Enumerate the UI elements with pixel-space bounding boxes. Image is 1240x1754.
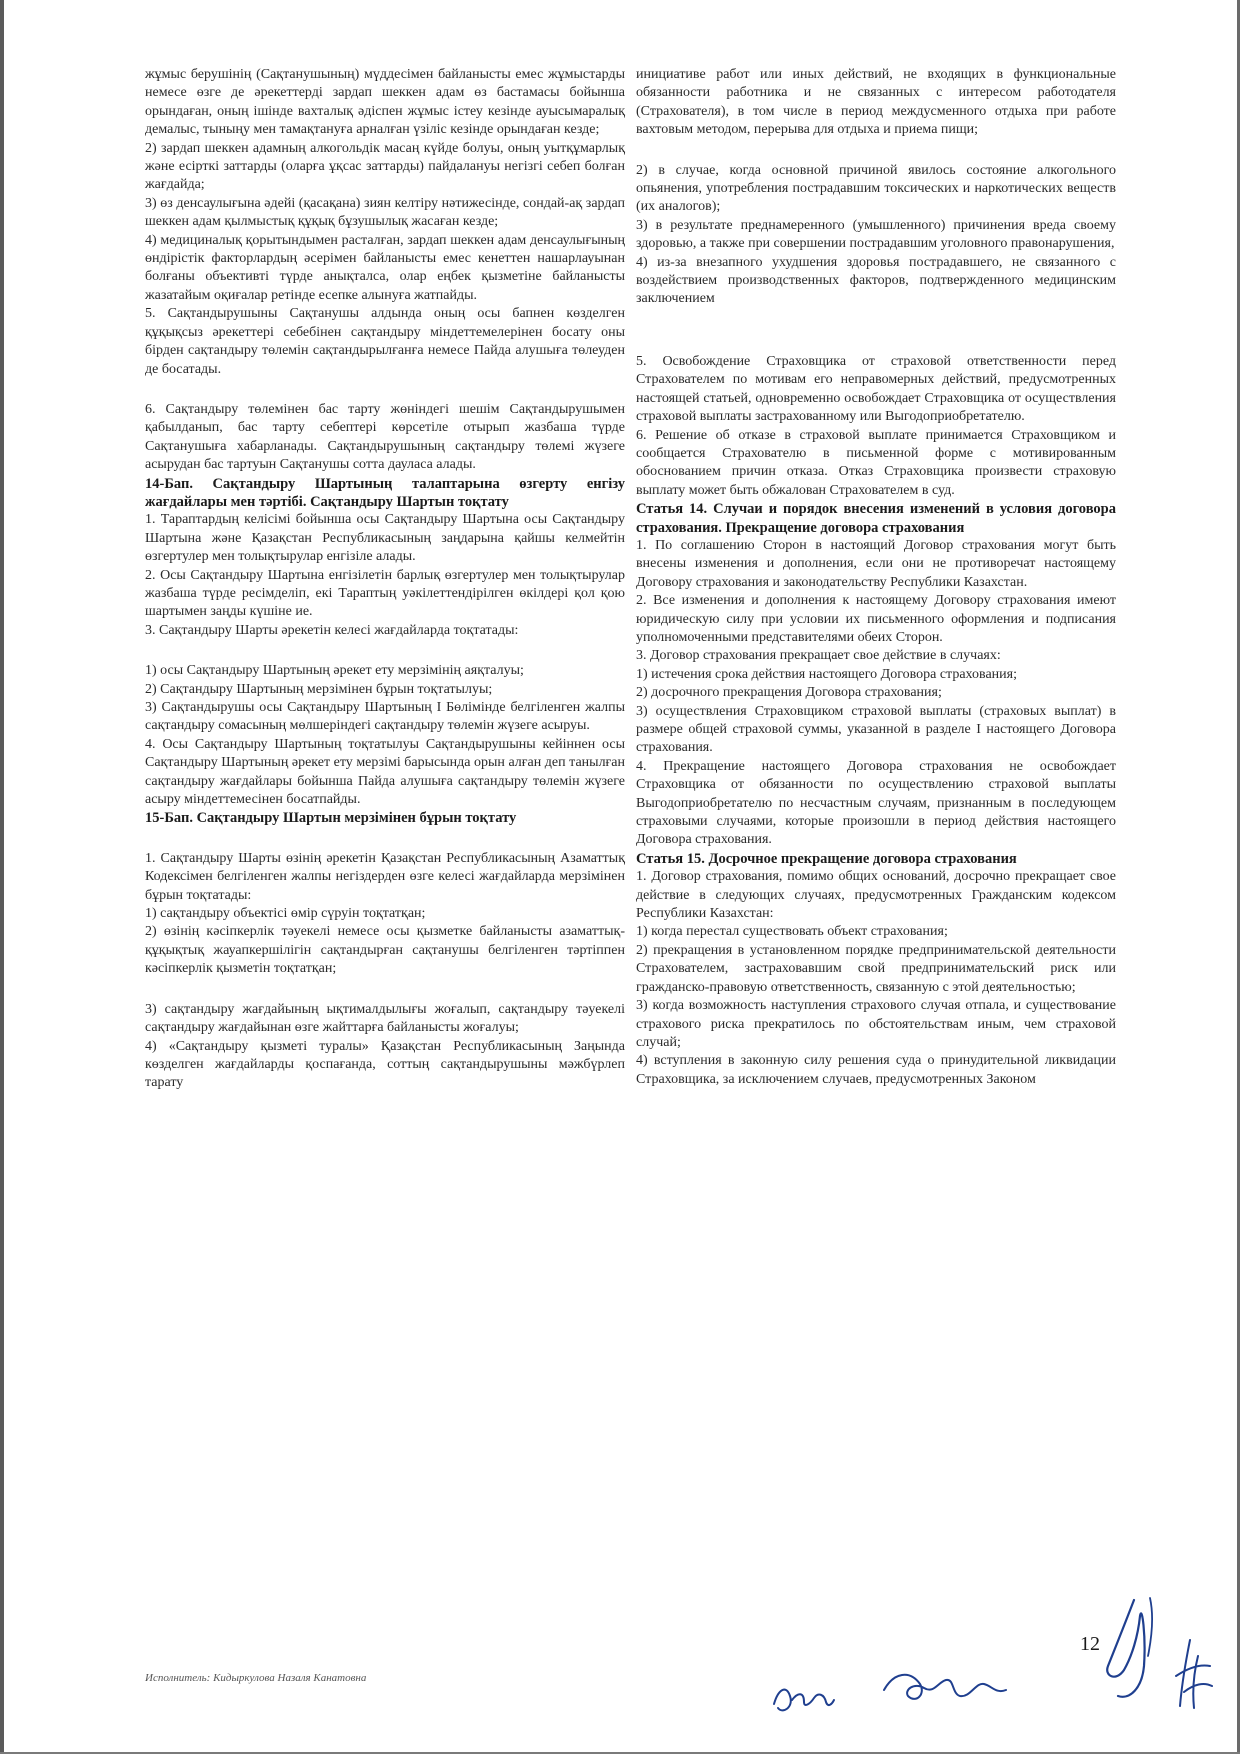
paragraph: жұмыс берушінің (Сақтанушының) мүддесімен байланысты емес жұмыстарды немесе өзге де әрекеттерді зардап шеккен адам өз бастамасы бойынша орындаған, оның ішінде вахталық әдіспен жұмыс істеу кезінде ауысымаралық демалыс, тыныңу мен тамақтануға арналған үзіліс кезінде орындаған кезде; — [145, 67, 625, 138]
paragraph: 1. Договор страхования, помимо общих оснований, досрочно прекращает свое действие в следующих случаях, предусмотренных Гражданским кодексом Республики Казахстан: — [636, 869, 1116, 922]
left-column-kazakh — [145, 66, 625, 1093]
paragraph: 2) прекращения в установленном порядке предпринимательской деятельности Страхователем, застраховавшим свой предпринимательский риск или гражданско-правовую ответственность, связанную с этой деятельностью; — [636, 942, 1116, 995]
paragraph: 1) сақтандыру объектісі өмір сүруін тоқтатқан; — [145, 906, 426, 922]
paragraph: 3) сақтандыру жағдайының ықтималдылығы жоғалып, сақтандыру тәуекелі сақтандыру жағдайынан өзге жайттарға байланысты жоғалуы; — [145, 1001, 625, 1036]
article-15-heading: Статья 15. Досрочное прекращение договора страхования — [636, 850, 1017, 867]
paragraph: 4) «Сақтандыру қызметі туралы» Қазақстан Республикасының Заңында көзделген жағдайларды қоспағанда, соттың сақтандырушыны мәжбүрлеп тарату — [145, 1038, 625, 1091]
article-14-heading: 14-Бап. Сақтандыру Шартының талаптарына өзгерту енгізу жағдайлары мен тәртібі. Сақтандыру Шартын тоқтату — [145, 475, 625, 510]
right-column-russian — [636, 66, 1116, 1089]
paragraph: 6. Сақтандыру төлемінен бас тарту жөніндегі шешім Сақтандырушымен қабылданып, бас тарту себептері көрсетіле отырып жазбаша түрде Сақтанушыға хабарланады. Сақтандырушының сақтандыру төлемі жүзеге асырудан бас тартуын Сақтанушы сотта дауласа алады. — [145, 401, 625, 473]
paragraph: 3) в результате преднамеренного (умышленного) причинения вреда своему здоровью, а также при совершении пострадавшим уголовного правонарушения, — [636, 217, 1116, 252]
paragraph: 2) в случае, когда основной причиной явилось состояние алкогольного опьянения, употребления пострадавшим токсических и наркотических веществ (их аналогов); — [636, 162, 1116, 215]
paragraph: 2) өзінің кәсіпкерлік тәуекелі немесе осы қызметке байланысты азаматтық-құқықтық жауапкершілігін сақтандырған сақтанушы белгіленген тәртіппен кәсіпкерлік қызметін тоқтатқан; — [145, 924, 625, 977]
page-number: 12 — [1080, 1633, 1100, 1655]
paragraph: 2) Сақтандыру Шартының мерзімінен бұрын тоқтатылуы; — [145, 681, 493, 697]
paragraph: 4) медициналық қорытындымен расталған, зардап шеккен адам денсаулығының өндірістік факторлардың әсерімен байланысты емес кенеттен нашарлауынан болғаны объективті түрде анықталса, олар еңбек қызметіне байланысты жазатайым оқиғалар ретінде есепке алынуға жатпайды. — [145, 232, 625, 303]
paragraph: 1) истечения срока действия настоящего Договора страхования; — [636, 666, 1017, 682]
paragraph: 4. Осы Сақтандыру Шартының тоқтатылуы Сақтандырушыны кейіннен осы Сақтандыру Шартының әрекет ету мерзімі барысында орын алған деп танылған сақтандыру жағдайлары бойынша Пайда алушыға сақтандыру төлемін жүзеге асыру міндеттемесінен босатпайды. — [145, 736, 625, 808]
executor-note: Исполнитель: Кидыркулова Назаля Канатовна — [145, 1672, 367, 1684]
paragraph: инициативе работ или иных действий, не входящих в функциональные обязанности работника и не связанных с интересом работодателя (Страхователя), в том числе в период междусменного отдыха при работе вахтовым методом, перерыва для отдыха и приема пищи; — [636, 67, 1116, 138]
paragraph: 5. Сақтандырушыны Сақтанушы алдында оның осы бапнен көзделген құқықсыз әрекеттері себебінен сақтандыру міндеттемелерінен босату оны бірден сақтандыру төлемін сақтандырылғанға немесе Пайда алушыға төлеуден де босатады. — [145, 306, 625, 377]
signature-mark-2 — [880, 1660, 1010, 1720]
paragraph: 5. Освобождение Страховщика от страховой ответственности перед Страхователем по мотивам его неправомерных действий, предусмотренных настоящей статьей, одновременно освобождает Страховщика от осуществления страховой выплаты застрахованному или Выгодоприобретателю. — [636, 353, 1116, 425]
scan-edge-left — [0, 0, 4, 1754]
signature-mark-3 — [1168, 1636, 1218, 1716]
article-14-heading: Статья 14. Случаи и порядок внесения изменений в условия договора страхования. Прекращение договора страхования — [636, 501, 1116, 536]
article-15-heading: 15-Бап. Сақтандыру Шартын мерзімінен бұрын тоқтату — [145, 810, 517, 827]
paragraph: 1. По соглашению Сторон в настоящий Договор страхования могут быть внесены изменения и дополнения, если они не противоречат настоящему Договору страхования и законодательству Республики Казахстан. — [636, 537, 1116, 590]
paragraph: 1. Тараптардың келісімі бойынша осы Сақтандыру Шартына осы Сақтандыру Шартына және Қазақстан Республикасының заңдарына қайшы келмейтін өзгертулер мен толықтырулар енгізіле алады. — [145, 512, 625, 565]
paragraph: 1. Сақтандыру Шарты өзінің әрекетін Қазақстан Республикасының Азаматтық Кодексімен белгіленген жалпы негіздерден өзге келесі жағдайларда мерзімінен бұрын тоқтатады: — [145, 850, 625, 903]
paragraph: 2) досрочного прекращения Договора страхования; — [636, 685, 942, 701]
paragraph: 6. Решение об отказе в страховой выплате принимается Страховщиком и сообщается Страхователю в письменной форме с мотивированным обоснованием причин отказа. Отказ Страховщика произвести страховую выплату может быть обжалован Страхователем в суд. — [636, 427, 1116, 498]
paragraph: 2. Все изменения и дополнения к настоящему Договору страхования имеют юридическую силу при условии их письменного оформления и подписания уполномоченными представителями обеих Сторон. — [636, 593, 1116, 645]
paragraph: 3. Сақтандыру Шарты әрекетін келесі жағдайларда тоқтатады: — [145, 622, 519, 638]
paragraph: 1) осы Сақтандыру Шартының әрекет ету мерзімінің аяқталуы; — [145, 663, 524, 679]
paragraph: 2) зардап шеккен адамның алкогольдік масаң күйде болуы, оның уытқұмарлық және есірткі заттарды (оларға ұқсас заттарды) пайдалануы негізгі себеп болған жағдайда; — [145, 140, 625, 193]
paragraph: 1) когда перестал существовать объект страхования; — [636, 924, 948, 940]
paragraph: 4) вступления в законную силу решения суда о принудительной ликвидации Страховщика, за исключением случаев, предусмотренных Законом — [636, 1053, 1116, 1087]
paragraph: 3) Сақтандырушы осы Сақтандыру Шартының I Бөлімінде белгіленген жалпы сақтандыру сомасының мөлшеріндегі сақтандыру төлемін жүзеге асыруы. — [145, 700, 625, 734]
signature-mark-1 — [768, 1674, 838, 1724]
paragraph: 4. Прекращение настоящего Договора страхования не освобождает Страховщика от обязанности по осуществлению страховой выплаты Выгодоприобретателю по несчастным случаям, признанным в последующем страховыми случаями, которые произошли в период действия настоящего Договора страхования. — [636, 758, 1116, 848]
paragraph: 3) осуществления Страховщиком страховой выплаты (страховых выплат) в размере общей страховой суммы, указанной в разделе I настоящего Договора страхования. — [636, 703, 1116, 756]
signature-mark-main — [1094, 1596, 1174, 1706]
paragraph: 2. Осы Сақтандыру Шартына енгізілетін барлық өзгертулер мен толықтырулар жазбаша түрде ресімделіп, екі Тараптың уәкілеттендірілген өкілдері қол қою шартымен заңды күшіне ие. — [145, 567, 625, 620]
paragraph: 4) из-за внезапного ухудшения здоровья пострадавшего, не связанного с воздействием производственных факторов, подтвержденного медицинским заключением — [636, 254, 1116, 307]
paragraph: 3. Договор страхования прекращает свое действие в случаях: — [636, 648, 1001, 664]
paragraph: 3) өз денсаулығына әдейі (қасақана) зиян келтіру нәтижесінде, сондай-ақ зардап шеккен адам қылмыстық құқық бұзушылық жасаған кезде; — [145, 195, 625, 230]
paragraph: 3) когда возможность наступления страхового случая отпала, и существование страхового риска прекратилось по обстоятельствам иным, чем страховой случай; — [636, 998, 1116, 1050]
